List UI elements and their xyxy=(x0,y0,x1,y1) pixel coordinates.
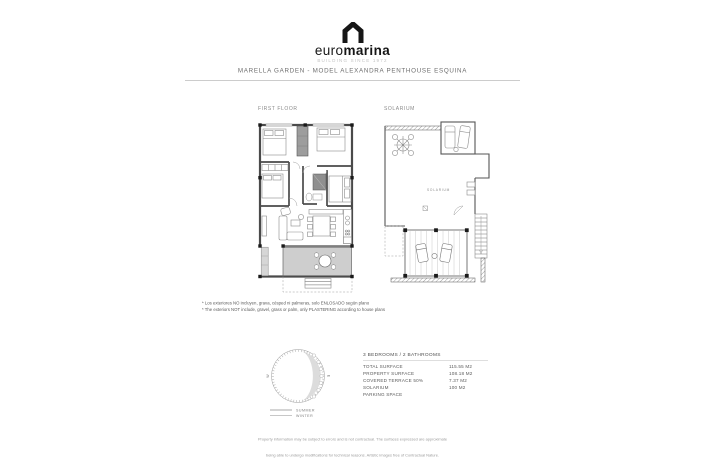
first-floor-plan xyxy=(253,118,365,298)
brand-tagline: BUILDING SINCE 1972 xyxy=(317,58,388,63)
specs-table xyxy=(363,352,493,444)
spec-value: 108.18 M2 xyxy=(449,371,473,376)
spec-label: COVERED TERRACE 50% xyxy=(363,378,424,383)
brand-wordmark xyxy=(0,44,705,58)
footer-line-1: Property information may be subject to errors and is not contractual. The surfaces expressed are approximate xyxy=(257,437,448,442)
first-floor-label: FIRST FLOOR xyxy=(258,106,298,112)
spec-label: PROPERTY SURFACE xyxy=(363,371,415,376)
sun-path-diagram xyxy=(256,342,348,422)
spec-label: TOTAL SURFACE xyxy=(363,364,403,369)
spec-label: SOLARIUM xyxy=(363,385,389,390)
spec-row-solarium xyxy=(363,384,488,391)
brand-bold: marina xyxy=(343,43,391,58)
spec-value: 115.55 M2 xyxy=(449,364,473,369)
footer-line-2: being able to undergo modifications for technical reasons. Artistic images free of Contractual Nature. xyxy=(266,453,439,458)
legend-summer-label: SUMMER xyxy=(296,408,315,413)
spec-row-total-surface xyxy=(363,363,488,370)
euromarina-house-logo-icon xyxy=(340,22,366,43)
page-title: MARELLA GARDEN - MODEL ALEXANDRA PENTHOUSE ESQUINA xyxy=(237,67,468,74)
footer-disclaimer xyxy=(0,437,705,458)
solarium-label: SOLARIUM xyxy=(384,106,415,112)
specs-header: 3 BEDROOMS / 2 BATHROOMS xyxy=(363,352,488,361)
brand-regular: euro xyxy=(314,43,344,58)
spec-row-property-surface xyxy=(363,370,488,377)
title-divider xyxy=(185,80,520,81)
legend-winter-label: WINTER xyxy=(296,414,314,419)
exteriors-note xyxy=(202,300,542,325)
spec-row-covered-terrace xyxy=(363,377,488,384)
solarium-inner-label: SOLARIUM xyxy=(427,188,451,192)
solarium-plan xyxy=(383,118,495,298)
exteriors-note-es: * Los exteriores NO incluyen, grava, césped ni palmeras, solo ENLOSADO según plano xyxy=(202,300,370,306)
west-label: W xyxy=(266,374,270,378)
header xyxy=(0,22,705,68)
spec-row-parking-space xyxy=(363,391,488,398)
spec-value: 100 M2 xyxy=(449,385,466,390)
spec-value: 7.37 M2 xyxy=(449,378,467,383)
exteriors-note-en: * The exteriors NOT include, gravel, grass or palm, only PLASTERING according to house plans xyxy=(202,306,386,312)
spec-label: PARKING SPACE xyxy=(363,392,403,397)
spec-value xyxy=(449,391,488,398)
east-label: E xyxy=(326,374,331,378)
